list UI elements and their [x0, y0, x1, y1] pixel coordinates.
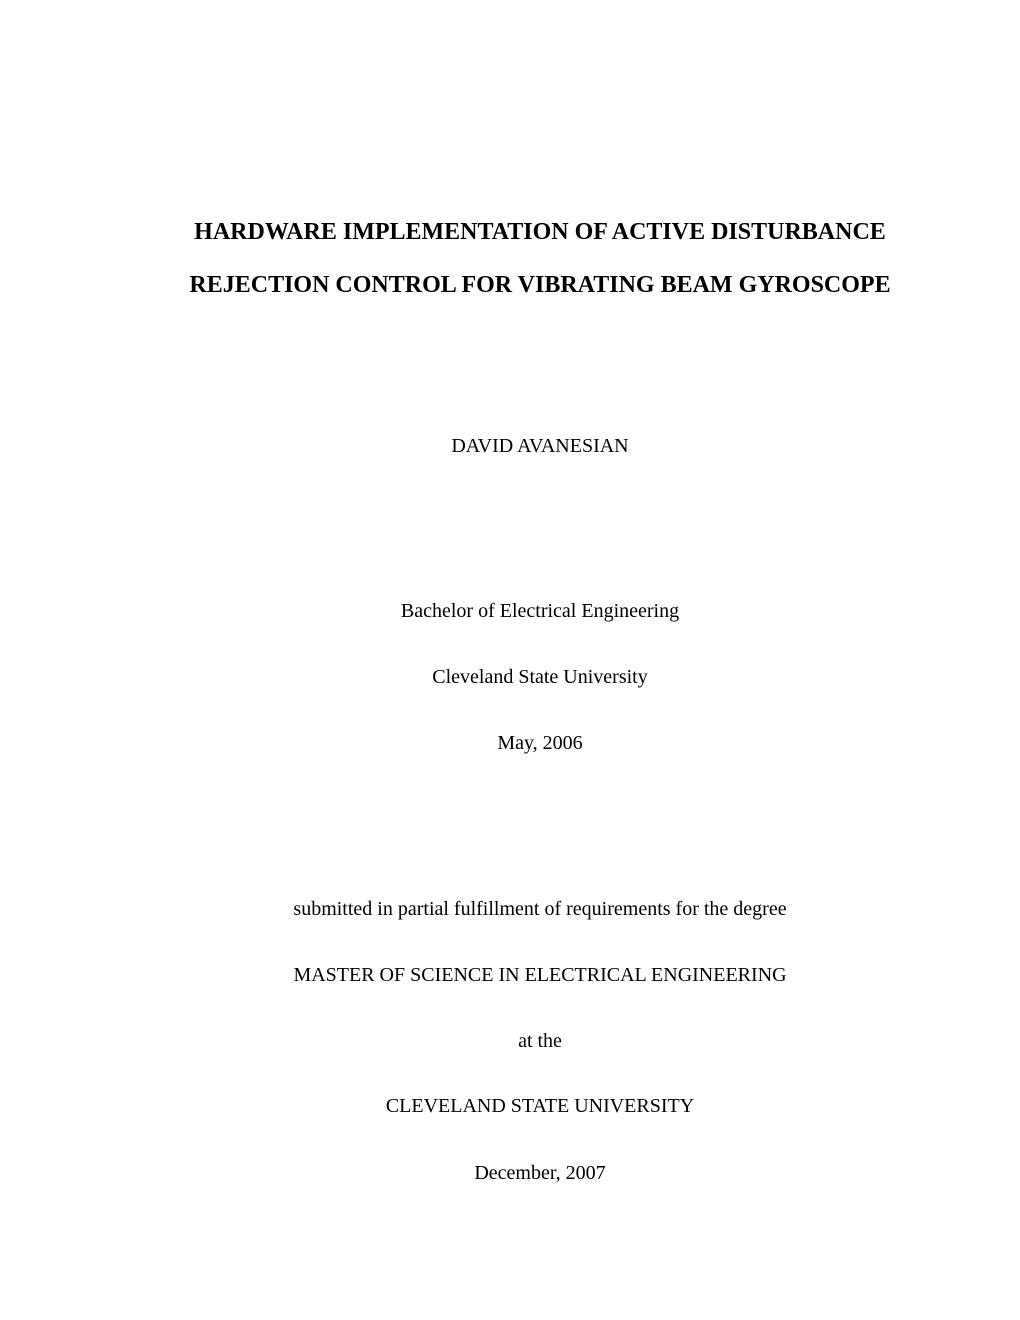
thesis-title-page	[180, 0, 900, 1320]
preposition-line: at the	[518, 1030, 562, 1052]
submission-date: December, 2007	[474, 1162, 606, 1184]
institution-name: CLEVELAND STATE UNIVERSITY	[385, 1095, 695, 1117]
degree-sought: MASTER OF SCIENCE IN ELECTRICAL ENGINEERING	[293, 964, 787, 986]
author-name: DAVID AVANESIAN	[451, 435, 629, 457]
thesis-title-line-1: HARDWARE IMPLEMENTATION OF ACTIVE DISTURBANCE	[194, 219, 886, 245]
thesis-title-line-2: REJECTION CONTROL FOR VIBRATING BEAM GYROSCOPE	[189, 272, 891, 298]
prior-degree-date: May, 2006	[497, 732, 583, 754]
submission-statement: submitted in partial fulfillment of requirements for the degree	[293, 898, 787, 920]
prior-institution: Cleveland State University	[432, 666, 648, 688]
prior-degree: Bachelor of Electrical Engineering	[400, 600, 680, 622]
